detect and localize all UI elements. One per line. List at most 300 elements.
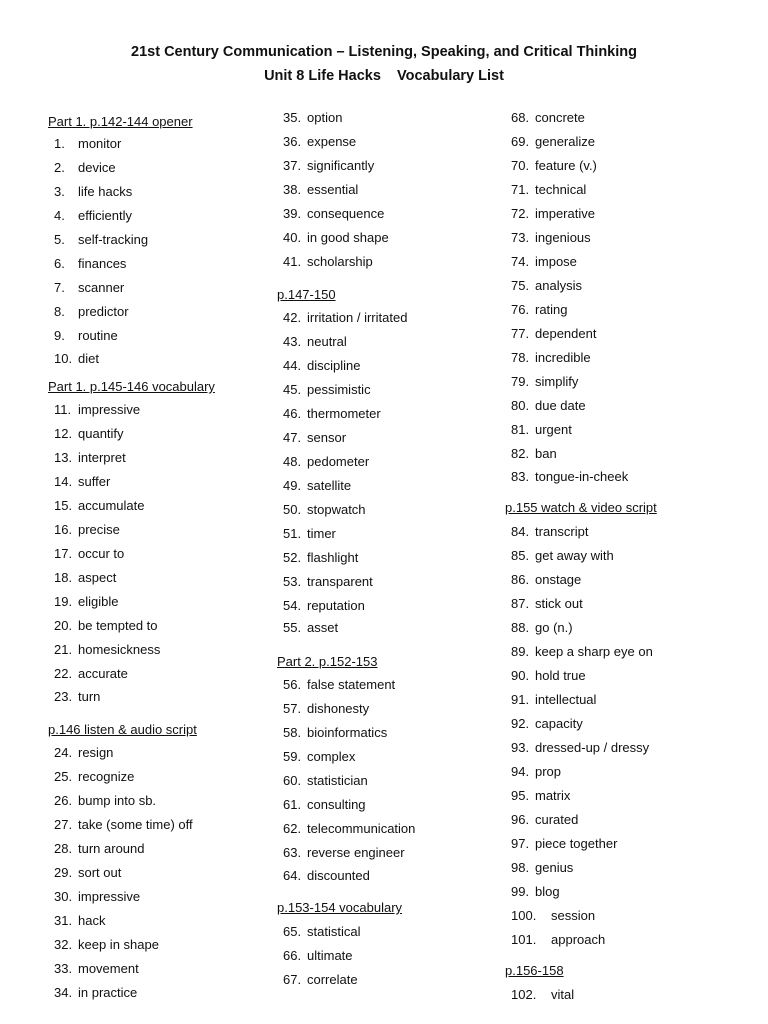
vocab-item — [277, 843, 405, 863]
vocab-item — [48, 767, 134, 787]
vocab-item — [505, 108, 585, 128]
vocab-item — [505, 396, 586, 416]
vocab-item — [505, 467, 628, 487]
vocab-word: diet — [78, 351, 99, 366]
vocab-word: in practice — [78, 985, 138, 1000]
vocab-item — [277, 572, 373, 592]
vocab-number: 16. — [54, 522, 73, 537]
vocab-word: ingenious — [535, 230, 591, 245]
vocab-item — [505, 882, 560, 902]
vocab-number: 21. — [54, 642, 73, 657]
vocab-number: 88. — [511, 620, 530, 635]
vocab-item — [505, 810, 578, 830]
vocab-number: 55. — [283, 620, 302, 635]
vocab-word: option — [307, 110, 343, 125]
vocab-word: correlate — [307, 972, 358, 987]
vocab-word: impressive — [78, 889, 141, 904]
vocab-item — [48, 687, 100, 707]
vocab-number: 49. — [283, 478, 302, 493]
vocab-word: ultimate — [307, 948, 353, 963]
vocab-word: impressive — [78, 402, 141, 417]
vocab-item — [48, 791, 156, 811]
vocab-number: 78. — [511, 350, 530, 365]
vocab-word: in good shape — [307, 230, 389, 245]
vocab-word: discipline — [307, 358, 361, 373]
vocab-number: 60. — [283, 773, 302, 788]
vocab-word: essential — [307, 182, 359, 197]
vocab-word: vital — [551, 987, 575, 1002]
vocab-word: imperative — [535, 206, 595, 221]
vocab-number: 75. — [511, 278, 530, 293]
vocab-item — [277, 675, 395, 695]
vocab-item — [48, 568, 116, 588]
vocab-word: stopwatch — [307, 502, 366, 517]
vocab-word: transcript — [535, 524, 589, 539]
vocab-item — [505, 444, 557, 464]
vocab-word: curated — [535, 812, 579, 827]
document-title: 21st Century Communication – Listening, Speaking, and Critical Thinking — [131, 44, 637, 60]
vocab-word: satellite — [307, 478, 352, 493]
vocab-word: device — [78, 160, 116, 175]
vocab-item — [505, 546, 614, 566]
vocab-item — [48, 134, 121, 154]
vocab-item — [48, 206, 132, 226]
vocab-word: blog — [535, 884, 560, 899]
vocab-word: turn — [78, 689, 101, 704]
vocab-word: hack — [78, 913, 106, 928]
vocab-item — [48, 743, 113, 763]
vocab-number: 51. — [283, 526, 302, 541]
vocab-number: 52. — [283, 550, 302, 565]
vocab-word: irritation / irritated — [307, 310, 408, 325]
vocab-word: life hacks — [78, 184, 133, 199]
vocab-word: routine — [78, 328, 118, 343]
vocab-number: 18. — [54, 570, 73, 585]
vocab-item — [277, 404, 381, 424]
vocab-item — [505, 858, 573, 878]
vocab-word: significantly — [307, 158, 375, 173]
vocab-word: urgent — [535, 422, 572, 437]
vocab-word: pessimistic — [307, 382, 371, 397]
vocab-number: 82. — [511, 446, 530, 461]
vocab-number: 72. — [511, 206, 530, 221]
vocab-item — [505, 420, 572, 440]
vocab-number: 63. — [283, 845, 302, 860]
vocab-item — [48, 983, 137, 1003]
vocab-item — [505, 786, 570, 806]
vocab-number: 84. — [511, 524, 530, 539]
vocab-word: complex — [307, 749, 356, 764]
vocab-number: 31. — [54, 913, 73, 928]
vocab-item — [505, 690, 596, 710]
vocab-word: consulting — [307, 797, 366, 812]
vocab-word: efficiently — [78, 208, 132, 223]
vocab-word: concrete — [535, 110, 585, 125]
vocab-number: 100. — [511, 908, 537, 923]
vocab-word: accurate — [78, 666, 128, 681]
vocab-number: 48. — [283, 454, 302, 469]
vocab-number: 95. — [511, 788, 530, 803]
vocab-item — [277, 356, 360, 376]
vocab-item — [277, 476, 351, 496]
vocab-item — [277, 180, 358, 200]
vocab-number: 47. — [283, 430, 302, 445]
vocab-number: 30. — [54, 889, 73, 904]
vocab-word: neutral — [307, 334, 347, 349]
vocab-item — [277, 524, 336, 544]
vocab-number: 15. — [54, 498, 73, 513]
vocab-item — [505, 738, 649, 758]
vocab-item — [505, 906, 595, 926]
vocab-item — [277, 132, 356, 152]
vocab-number: 85. — [511, 548, 530, 563]
vocab-number: 86. — [511, 572, 530, 587]
vocab-word: technical — [535, 182, 587, 197]
vocab-item — [505, 930, 605, 950]
vocab-word: keep in shape — [78, 937, 159, 952]
vocab-word: onstage — [535, 572, 582, 587]
vocab-item — [277, 946, 353, 966]
vocab-word: occur to — [78, 546, 125, 561]
vocab-item — [48, 302, 129, 322]
vocab-item — [277, 204, 384, 224]
vocab-number: 25. — [54, 769, 73, 784]
vocab-number: 90. — [511, 668, 530, 683]
vocab-number: 58. — [283, 725, 302, 740]
vocab-number: 102. — [511, 987, 537, 1002]
vocab-item — [48, 935, 159, 955]
vocab-item — [48, 158, 116, 178]
vocab-number: 98. — [511, 860, 530, 875]
vocab-number: 19. — [54, 594, 73, 609]
vocab-word: asset — [307, 620, 339, 635]
vocab-word: pedometer — [307, 454, 370, 469]
vocab-number: 45. — [283, 382, 302, 397]
vocab-number: 80. — [511, 398, 530, 413]
vocab-word: keep a sharp eye on — [535, 644, 653, 659]
vocab-word: predictor — [78, 304, 129, 319]
vocab-number: 99. — [511, 884, 530, 899]
vocab-item — [277, 866, 370, 886]
vocab-number: 54. — [283, 598, 302, 613]
vocab-item — [48, 472, 110, 492]
vocab-word: simplify — [535, 374, 579, 389]
vocab-item — [48, 254, 126, 274]
vocab-item — [505, 276, 582, 296]
section-heading: p.146 listen & audio script — [48, 722, 197, 737]
vocab-item — [505, 204, 595, 224]
vocab-word: matrix — [535, 788, 571, 803]
vocab-number: 34. — [54, 985, 73, 1000]
vocab-word: dressed-up / dressy — [535, 740, 650, 755]
vocab-item — [277, 308, 407, 328]
vocab-word: capacity — [535, 716, 583, 731]
vocab-item — [48, 400, 140, 420]
vocab-word: reverse engineer — [307, 845, 405, 860]
vocab-number: 79. — [511, 374, 530, 389]
vocab-word: flashlight — [307, 550, 359, 565]
vocab-number: 89. — [511, 644, 530, 659]
vocab-word: go (n.) — [535, 620, 573, 635]
vocab-number: 53. — [283, 574, 302, 589]
vocab-item — [48, 496, 144, 516]
vocab-number: 56. — [283, 677, 302, 692]
vocab-number: 62. — [283, 821, 302, 836]
vocab-number: 1. — [54, 136, 65, 151]
vocab-item — [277, 795, 366, 815]
vocab-number: 22. — [54, 666, 73, 681]
vocab-number: 10. — [54, 351, 73, 366]
vocab-word: dependent — [535, 326, 597, 341]
vocab-item — [277, 332, 347, 352]
vocab-item — [277, 548, 358, 568]
vocab-word: discounted — [307, 868, 370, 883]
vocab-word: take (some time) off — [78, 817, 193, 832]
vocab-word: sort out — [78, 865, 122, 880]
vocab-word: scholarship — [307, 254, 373, 269]
vocab-number: 92. — [511, 716, 530, 731]
vocab-number: 50. — [283, 502, 302, 517]
vocab-word: feature (v.) — [535, 158, 597, 173]
vocab-item — [505, 594, 583, 614]
vocab-word: bioinformatics — [307, 725, 388, 740]
vocab-word: accumulate — [78, 498, 145, 513]
vocab-item — [277, 228, 389, 248]
vocab-number: 69. — [511, 134, 530, 149]
vocab-number: 43. — [283, 334, 302, 349]
vocab-item — [277, 380, 371, 400]
vocab-number: 74. — [511, 254, 530, 269]
vocab-item — [505, 762, 561, 782]
vocab-item — [505, 228, 591, 248]
vocab-number: 3. — [54, 184, 65, 199]
vocab-word: dishonesty — [307, 701, 370, 716]
section-heading: Part 1. p.142-144 opener — [48, 114, 193, 129]
vocab-item — [48, 863, 121, 883]
vocab-item — [277, 819, 415, 839]
section-heading: p.155 watch & video script — [505, 500, 657, 515]
vocab-word: genius — [535, 860, 574, 875]
vocab-number: 11. — [54, 402, 72, 417]
vocab-item — [505, 372, 578, 392]
vocab-word: rating — [535, 302, 568, 317]
vocab-item — [277, 428, 346, 448]
vocab-word: ban — [535, 446, 557, 461]
vocab-word: statistical — [307, 924, 361, 939]
vocab-word: piece together — [535, 836, 618, 851]
vocab-number: 73. — [511, 230, 530, 245]
vocab-number: 97. — [511, 836, 530, 851]
vocab-item — [505, 666, 586, 686]
document-subtitle: Unit 8 Life Hacks Vocabulary List — [264, 68, 504, 84]
vocab-number: 59. — [283, 749, 302, 764]
vocab-number: 76. — [511, 302, 530, 317]
vocab-number: 23. — [54, 689, 73, 704]
vocab-word: get away with — [535, 548, 614, 563]
vocab-word: timer — [307, 526, 336, 541]
vocab-word: reputation — [307, 598, 365, 613]
vocab-number: 37. — [283, 158, 302, 173]
vocab-item — [505, 714, 583, 734]
vocab-number: 5. — [54, 232, 65, 247]
vocab-word: quantify — [78, 426, 124, 441]
vocab-item — [48, 520, 120, 540]
vocab-number: 12. — [54, 426, 73, 441]
vocab-item — [48, 544, 124, 564]
vocab-word: due date — [535, 398, 586, 413]
vocab-word: aspect — [78, 570, 117, 585]
vocab-word: analysis — [535, 278, 582, 293]
vocab-number: 14. — [54, 474, 73, 489]
vocab-word: telecommunication — [307, 821, 416, 836]
vocab-word: movement — [78, 961, 139, 976]
vocab-word: suffer — [78, 474, 111, 489]
vocab-word: hold true — [535, 668, 586, 683]
vocab-number: 39. — [283, 206, 302, 221]
vocab-item — [505, 985, 574, 1005]
vocab-number: 33. — [54, 961, 73, 976]
vocab-number: 9. — [54, 328, 65, 343]
vocab-number: 2. — [54, 160, 65, 175]
vocab-number: 17. — [54, 546, 73, 561]
vocab-number: 32. — [54, 937, 73, 952]
vocab-item — [277, 252, 373, 272]
vocab-word: generalize — [535, 134, 595, 149]
vocab-word: transparent — [307, 574, 373, 589]
vocab-number: 81. — [511, 422, 530, 437]
vocab-number: 67. — [283, 972, 302, 987]
vocab-item — [505, 642, 653, 662]
vocab-number: 29. — [54, 865, 73, 880]
vocab-item — [277, 699, 369, 719]
vocab-number: 44. — [283, 358, 302, 373]
vocab-item — [48, 640, 160, 660]
vocab-item — [505, 132, 595, 152]
vocab-item — [277, 771, 368, 791]
vocab-item — [277, 723, 387, 743]
vocab-word: scanner — [78, 280, 125, 295]
vocab-item — [48, 911, 105, 931]
vocab-item — [277, 922, 360, 942]
vocab-number: 68. — [511, 110, 530, 125]
vocab-number: 91. — [511, 692, 530, 707]
vocab-item — [505, 300, 568, 320]
vocab-number: 26. — [54, 793, 73, 808]
vocab-word: approach — [551, 932, 606, 947]
vocab-word: impose — [535, 254, 577, 269]
vocab-word: be tempted to — [78, 618, 158, 633]
vocab-number: 42. — [283, 310, 302, 325]
vocab-number: 101. — [511, 932, 537, 947]
vocab-number: 8. — [54, 304, 65, 319]
vocab-word: statistician — [307, 773, 368, 788]
vocab-number: 40. — [283, 230, 302, 245]
vocab-word: interpret — [78, 450, 126, 465]
vocab-item — [277, 108, 342, 128]
vocab-item — [505, 180, 586, 200]
vocab-word: resign — [78, 745, 114, 760]
vocab-item — [277, 747, 355, 767]
vocab-word: session — [551, 908, 596, 923]
vocab-number: 57. — [283, 701, 302, 716]
vocab-item — [505, 348, 591, 368]
vocab-number: 64. — [283, 868, 302, 883]
vocab-number: 13. — [54, 450, 73, 465]
vocab-word: prop — [535, 764, 562, 779]
section-heading: Part 1. p.145-146 vocabulary — [48, 379, 215, 394]
vocab-item — [505, 324, 596, 344]
vocab-word: expense — [307, 134, 357, 149]
vocab-item — [277, 970, 358, 990]
vocab-item — [48, 448, 126, 468]
vocab-word: self-tracking — [78, 232, 149, 247]
vocab-number: 6. — [54, 256, 65, 271]
vocab-item — [505, 252, 577, 272]
vocab-number: 20. — [54, 618, 73, 633]
vocab-number: 96. — [511, 812, 530, 827]
vocab-item — [48, 664, 128, 684]
vocab-item — [277, 500, 366, 520]
vocab-word: false statement — [307, 677, 396, 692]
vocab-number: 66. — [283, 948, 302, 963]
vocab-number: 65. — [283, 924, 302, 939]
vocab-item — [48, 182, 132, 202]
vocab-word: recognize — [78, 769, 135, 784]
vocab-word: finances — [78, 256, 127, 271]
vocab-item — [48, 887, 140, 907]
vocab-item — [48, 959, 139, 979]
section-heading: p.147-150 — [277, 287, 336, 302]
vocab-number: 7. — [54, 280, 65, 295]
vocab-word: sensor — [307, 430, 347, 445]
vocab-number: 94. — [511, 764, 530, 779]
vocab-number: 4. — [54, 208, 65, 223]
vocab-item — [505, 834, 617, 854]
vocab-number: 24. — [54, 745, 73, 760]
vocab-number: 41. — [283, 254, 302, 269]
vocab-number: 71. — [511, 182, 530, 197]
vocab-word: homesickness — [78, 642, 161, 657]
vocab-item — [48, 349, 99, 369]
vocab-word: eligible — [78, 594, 119, 609]
vocab-word: tongue-in-cheek — [535, 469, 629, 484]
vocab-item — [48, 592, 118, 612]
vocab-item — [505, 618, 573, 638]
vocab-item — [277, 452, 369, 472]
section-heading: Part 2. p.152-153 — [277, 654, 378, 669]
vocab-number: 36. — [283, 134, 302, 149]
vocab-number: 28. — [54, 841, 73, 856]
vocab-item — [505, 156, 597, 176]
vocab-item — [505, 570, 581, 590]
vocab-number: 77. — [511, 326, 530, 341]
vocab-number: 87. — [511, 596, 530, 611]
vocab-item — [48, 278, 124, 298]
vocab-number: 38. — [283, 182, 302, 197]
vocab-word: monitor — [78, 136, 122, 151]
vocab-word: turn around — [78, 841, 145, 856]
vocab-item — [277, 618, 338, 638]
vocab-number: 93. — [511, 740, 530, 755]
vocab-word: intellectual — [535, 692, 597, 707]
vocab-number: 27. — [54, 817, 73, 832]
vocab-item — [505, 522, 588, 542]
vocab-word: thermometer — [307, 406, 381, 421]
vocab-item — [277, 156, 374, 176]
vocab-item — [48, 815, 193, 835]
vocab-item — [48, 230, 148, 250]
vocab-word: precise — [78, 522, 120, 537]
